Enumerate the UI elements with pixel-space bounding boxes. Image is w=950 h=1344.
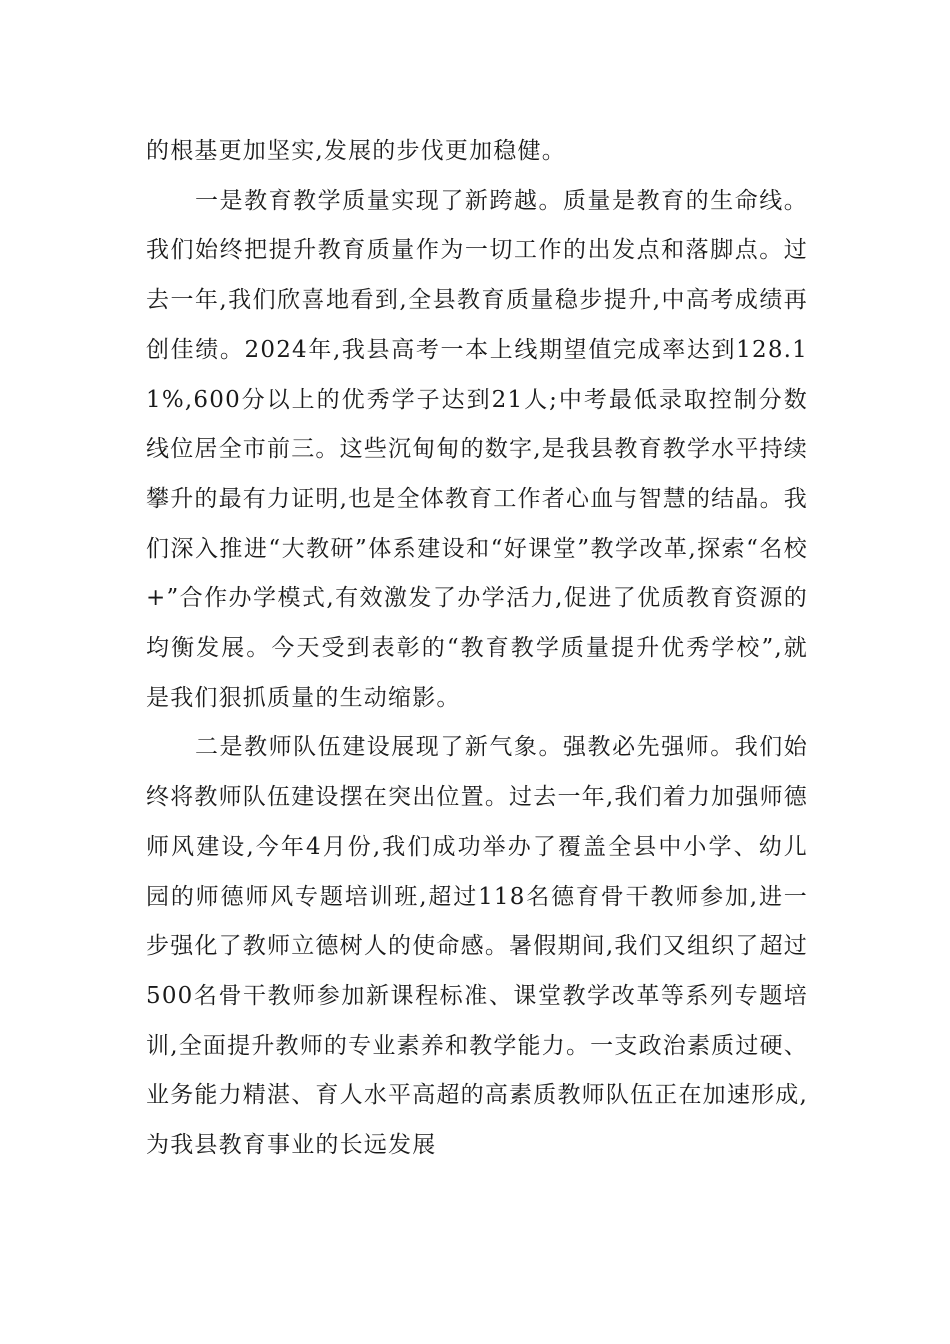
paragraph-teacher-team: 二是教师队伍建设展现了新气象。强教必先强师。我们始终将教师队伍建设摆在突出位置。过去一年,我们着力加强师德师风建设,今年4月份,我们成功举办了覆盖全县中小学、幼儿园的师德师风专题培训班,超过118名德育骨干教师参加,进一步强化了教师立德树人的使命感。暑假期间,我们又组织了超过500名骨干教师参加新课程标准、课堂教学改革等系列专题培训,全面提升教师的专业素养和教学能力。一支政治素质过硬、业务能力精湛、育人水平高超的高素质教师队伍正在加速形成,为我县教育事业的长远发展 <box>146 734 808 1159</box>
paragraph-continuation: 的根基更加坚实,发展的步伐更加稳健。 <box>146 138 566 164</box>
paragraph-education-quality: 一是教育教学质量实现了新跨越。质量是教育的生命线。我们始终把提升教育质量作为一切工作的出发点和落脚点。过去一年,我们欣喜地看到,全县教育质量稳步提升,中高考成绩再创佳绩。2024年,我县高考一本上线期望值完成率达到128.11%,600分以上的优秀学子达到21人;中考最低录取控制分数线位居全市前三。这些沉甸甸的数字,是我县教育教学水平持续攀升的最有力证明,也是全体教育工作者心血与智慧的结晶。我们深入推进“大教研”体系建设和“好课堂”教学改革,探索“名校+”合作办学模式,有效激发了办学活力,促进了优质教育资源的均衡发展。今天受到表彰的“教育教学质量提升优秀学校”,就是我们狠抓质量的生动缩影。 <box>146 187 808 711</box>
document-body <box>146 127 808 1171</box>
